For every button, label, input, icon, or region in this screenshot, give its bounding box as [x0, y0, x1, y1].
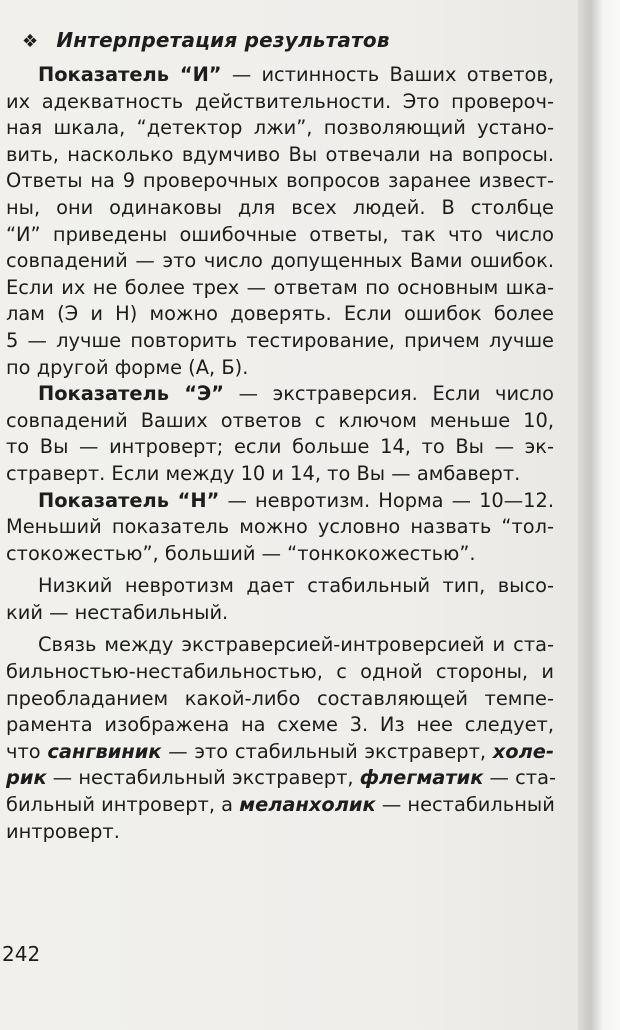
- text-fragment: — истинность Ваших ответов,: [221, 63, 554, 86]
- paragraph-truthfulness: [6, 62, 554, 381]
- bullet-diamond-icon: ❖: [22, 31, 39, 52]
- text-fragment: — ста-: [483, 766, 556, 790]
- text-line: [6, 739, 554, 766]
- text-line: 5 — лучше повторить тестирование, причем лучше: [6, 328, 554, 352]
- page-number: 242: [2, 942, 41, 966]
- term-phlegmatic: флегматик: [359, 766, 484, 790]
- page-edge-shadow: [578, 0, 620, 1030]
- text-fragment: — невротизм. Норма — 10—12.: [219, 488, 555, 512]
- text-line: [6, 381, 554, 408]
- text-line: Меньший показатель можно условно назвать “тол-: [6, 515, 554, 539]
- text-body: [6, 62, 554, 845]
- term-choleric: холе-: [492, 739, 555, 763]
- text-line: Если их не более трех — ответам по основным шка-: [6, 275, 554, 299]
- text-line: бильностью-нестабильностью, с одной стороны, и: [6, 660, 554, 684]
- text-fragment: — нестабильный экстраверт,: [46, 766, 360, 790]
- text-line: по другой форме (А, Б).: [6, 355, 249, 379]
- text-line: лам (Э и Н) можно доверять. Если ошибок более: [6, 302, 554, 326]
- indicator-e-label: Показатель “Э”: [38, 382, 224, 406]
- text-fragment: — экстраверсия. Если число: [223, 382, 554, 406]
- indicator-i-label: Показатель “И”: [38, 63, 222, 86]
- paragraph-neuroticism: [6, 488, 554, 568]
- text-line: интроверт.: [6, 819, 120, 843]
- text-fragment: — нестабильный: [375, 793, 555, 817]
- paragraph-extraversion: [6, 381, 554, 487]
- text-line: стокожестью”, больший — “тонкокожестью”.: [6, 541, 476, 565]
- text-line: [6, 765, 554, 792]
- text-line: совпадений Ваших ответов с ключом меньше 10,: [6, 408, 554, 432]
- section-heading: [22, 28, 582, 52]
- term-sanguine: сангвиник: [47, 739, 162, 763]
- paragraph-temperaments: [6, 632, 554, 845]
- text-line: [6, 62, 554, 89]
- text-fragment: — это стабильный экстраверт,: [161, 739, 493, 763]
- indicator-n-label: Показатель “Н”: [38, 488, 220, 512]
- text-line: совпадений — это число допущенных Вами ошибок.: [6, 249, 554, 273]
- text-line: страверт. Если между 10 и 14, то Вы — амбаверт.: [6, 461, 521, 485]
- text-line: Ответы на 9 проверочных вопросов заранее извест-: [6, 169, 554, 193]
- text-fragment: что: [6, 739, 48, 763]
- text-line: Связь между экстраверсией-интроверсией и ста-: [38, 633, 554, 657]
- term-choleric-end: рик: [6, 766, 47, 790]
- text-line: [6, 792, 554, 819]
- text-line: кий — нестабильный.: [6, 600, 229, 624]
- text-line: ная шкала, “детектор лжи”, позволяющий устано-: [6, 116, 554, 140]
- text-line: [6, 488, 554, 515]
- text-line: то Вы — интроверт; если больше 14, то Вы — эк-: [6, 435, 554, 459]
- text-line: Низкий невротизм дает стабильный тип, высо-: [38, 574, 554, 598]
- text-line: ны, они одинаковы для всех людей. В столбце: [6, 195, 554, 219]
- term-melancholic: меланхолик: [239, 793, 376, 817]
- heading-title: Интерпретация результатов: [56, 28, 390, 52]
- text-fragment: бильный интроверт, а: [6, 793, 240, 817]
- text-line: преобладанием какой-либо составляющей темпе-: [6, 686, 554, 710]
- text-line: вить, насколько вдумчиво Вы отвечали на вопросы.: [6, 142, 554, 166]
- text-line: рамента изображена на схеме 3. Из нее следует,: [6, 713, 554, 737]
- text-line: их адекватность действительности. Это провероч-: [6, 89, 554, 113]
- text-line: “И” приведены ошибочные ответы, так что число: [6, 222, 554, 246]
- paragraph-stability: [6, 573, 554, 626]
